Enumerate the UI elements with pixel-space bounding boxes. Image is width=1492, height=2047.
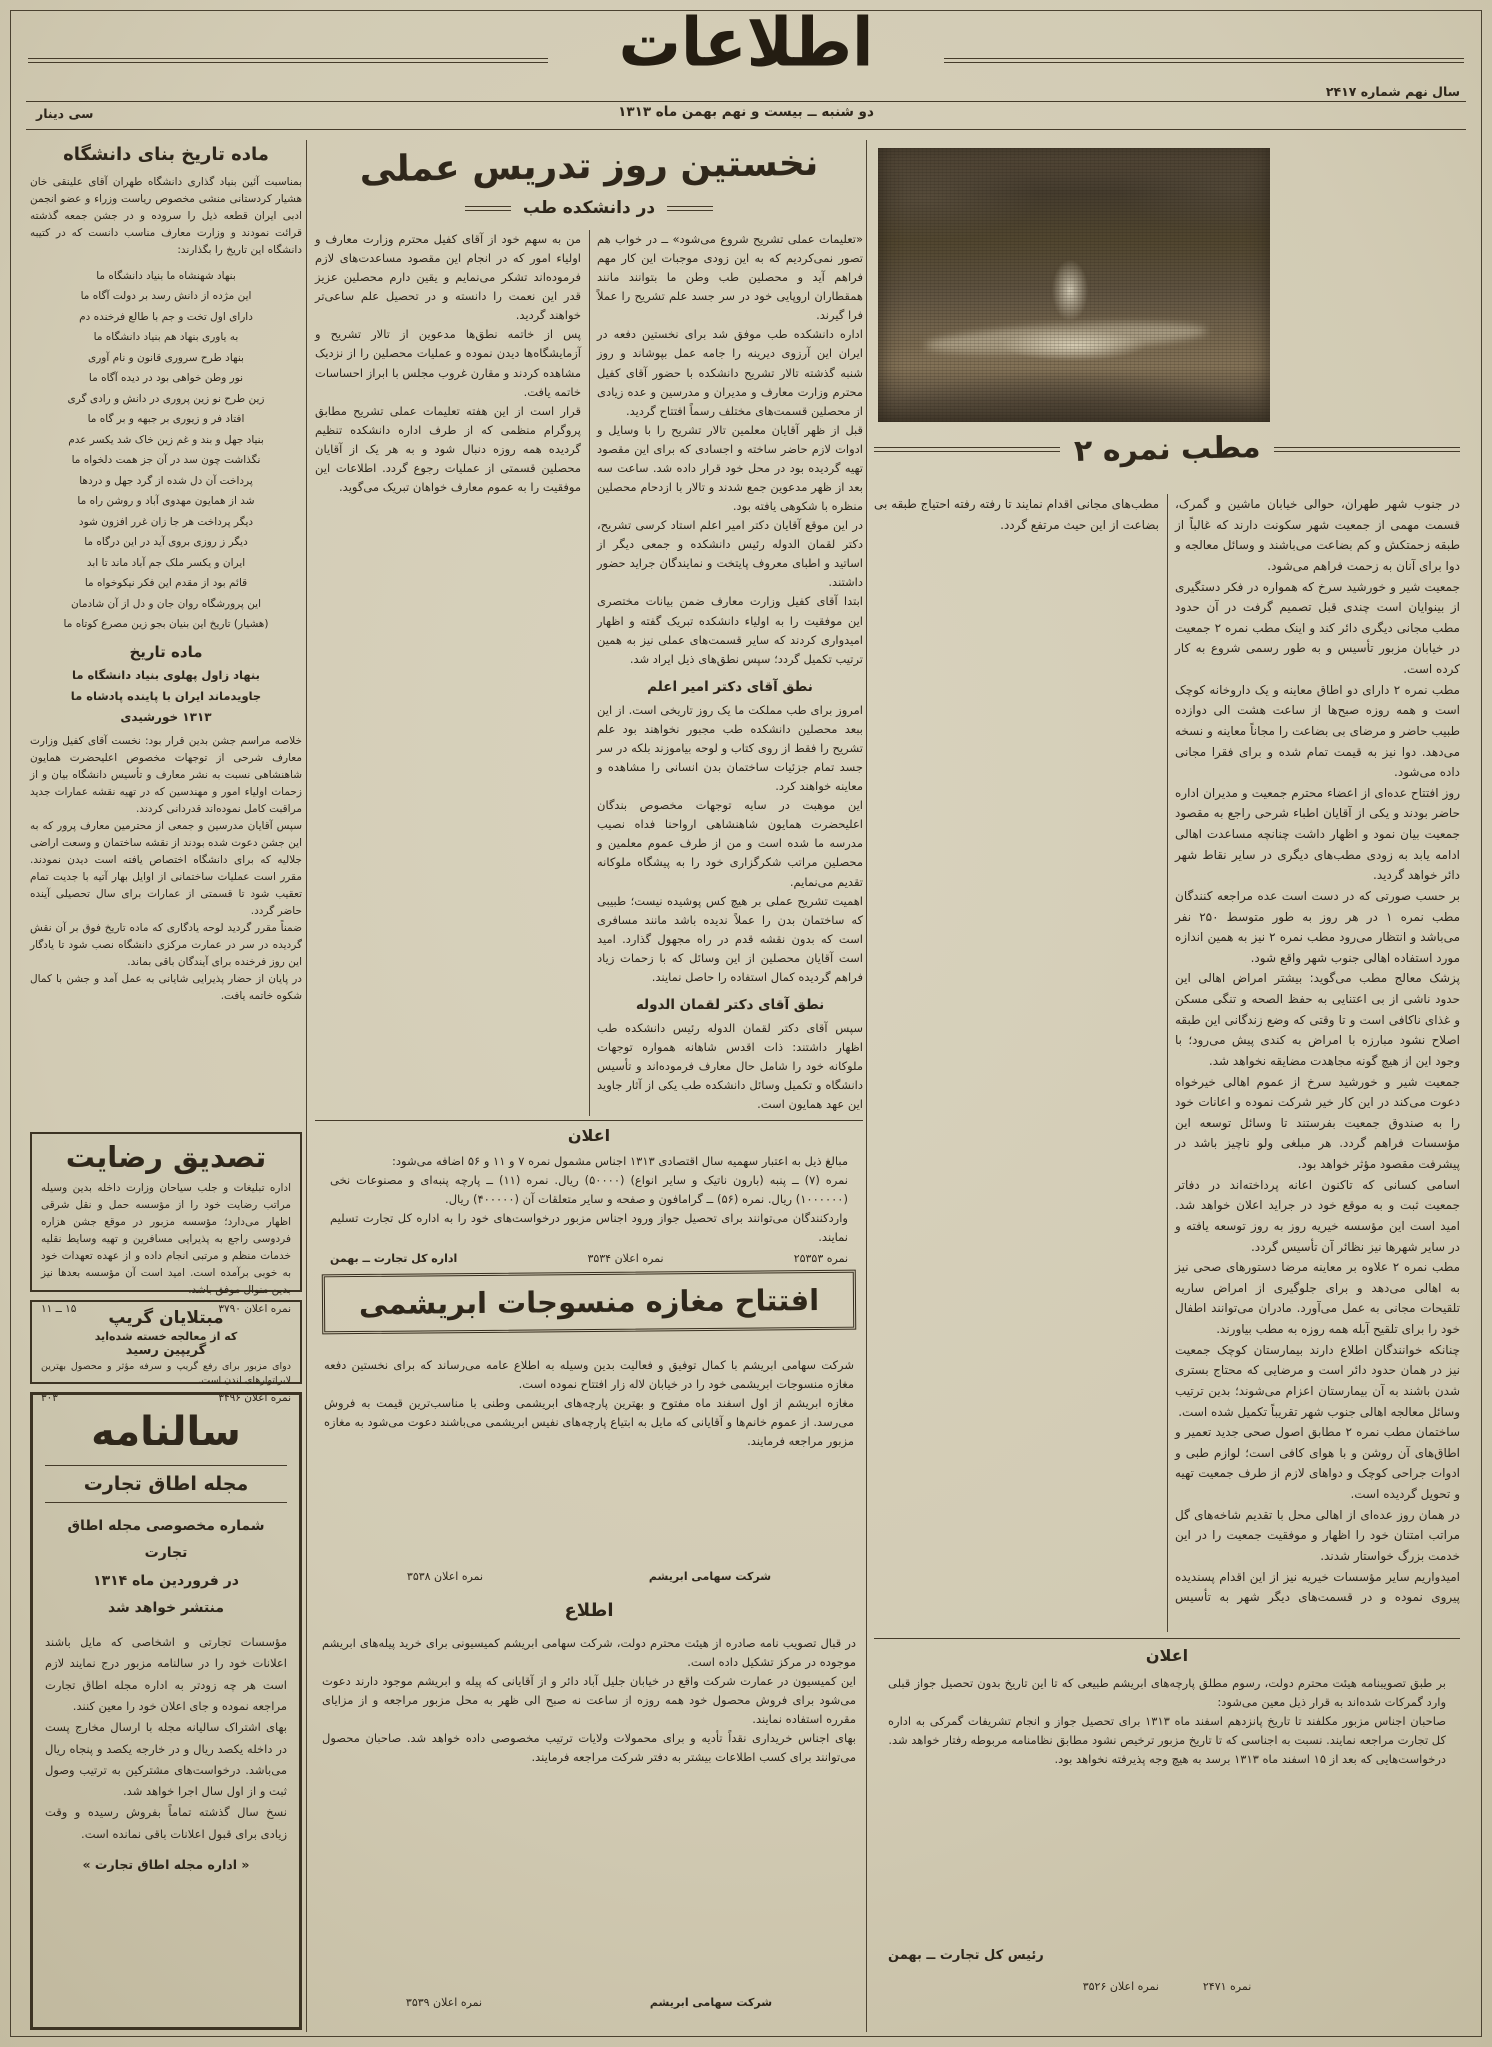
notice-ref-number: نمره ۲۵۳۵۳ (793, 1252, 848, 1265)
trade-notice-title: اعلان (1145, 1646, 1189, 1665)
chronogram-year: ۱۳۱۳ خورشیدی (120, 709, 212, 724)
clinic-article-columns (874, 494, 1460, 1632)
info-ref-row (322, 1996, 856, 2009)
header-divider-top (26, 101, 1466, 102)
trade-notice-ref-number: نمره ۲۴۷۱ (1202, 1980, 1252, 1993)
ad-line: که از معالجه خسته شده‌اید (94, 1330, 238, 1343)
silk-shop-headline: افتتاح مغازه منسوجات ابریشمی (358, 1282, 820, 1322)
trade-notice-ref-row (888, 1980, 1446, 1993)
ad-code: ۳۰۳ (41, 1391, 58, 1404)
notice-signature: اداره کل تجارت ــ بهمن (330, 1252, 458, 1265)
price-label: سی دینار (36, 106, 94, 121)
article-headline: ماده تاریخ بنای دانشگاه (63, 144, 269, 165)
notice-body: مبالغ ذیل به اعتبار سهمیه سال اقتصادی ۱۳۱۳ اجناس مشمول نمره ۷ و ۱۱ و ۵۶ اضافه می‌شود: نمره (۷) ــ پنبه (بارون ناتیک و سایر انواع) (۵۰۰۰۰) ریال. نمره (۱۱) ــ پارچه پنبه‌ای و مصنوعات نخی (۱۰۰۰۰۰۰) ریال. نمره (۵۶) ــ گرامافون و صفحه و سایر متعلقات آن (۴۰۰۰۰۰) ریال. واردکنندگان می‌توانند برای تحصیل جواز ورود اجناس مزبور درخواست‌های خود را به اداره کل تجارت تسلیم نمایند. (330, 1154, 848, 1245)
info-signature: شرکت سهامی ابریشم (649, 1996, 773, 2009)
ad-ref-number: نمره اعلان ۳۴۹۶ (218, 1391, 291, 1404)
ad-yearbook (30, 1392, 302, 2030)
speech-body: امروز برای طب مملکت ما یک روز تاریخی است. از این ببعد محصلین دانشکده طب مجبور نخواهند بود علم تشریح را فقط از روی کتاب و لوحه بیاموزند بلکه در سر جسد تمام جزئیات ساختمان بدن انسانی را مشاهده و معاینه خواهند کرد. این موهبت در سایه توجهات مخصوص بندگان اعلیحضرت همایون شاهنشاهی ارواحنا فداه نصیب مدرسه ما شده است و من از طرف عموم معلمین و محصلین مراتب شکرگزاری خود را به پیشگاه ملوکانه تقدیم می‌نمایم. اهمیت تشریح عملی بر هیچ کس پوشیده نیست؛ طبیبی که ساختمان بدن را عملاً ندیده باشد مانند مسافری است که بدون نقشه قدم در راه مجهول گذارد. امید است آقایان محصلین از این وسائل که با زحمات زیاد فراهم گردیده کمال استفاده را حاصل نمایند. (597, 702, 863, 984)
silk-shop-headline-box (322, 1270, 857, 1335)
trade-notice-signature: رئیس کل تجارت ــ بهمن (888, 1948, 1044, 1963)
ad-satisfaction-certificate (30, 1132, 302, 1315)
decorative-rule (465, 206, 511, 211)
info-title: اطلاع (564, 1600, 614, 1621)
silk-shop-signature: شرکت سهامی ابریشم (648, 1570, 772, 1583)
ad-title: تصدیق رضایت (65, 1140, 267, 1174)
article-lead: «تعلیمات عملی تشریح شروع می‌شود» ــ در خواب هم تصور نمی‌کردیم که به این زودی موجبات این کار مهم فراهم آید و محصلین طب وطن ما بتوانند مانند همقطاران اروپایی خود در سر جسد علم تشریح را عملاً فرا گیرند. اداره دانشکده طب موفق شد برای نخستین دفعه در ایران این آرزوی دیرینه را جامه عمل بپوشاند و روز شنبه گذشته تالار تشریح دانشکده با حضور آقای کفیل محترم وزارت معارف و مدیران و مدرسین و عده زیادی از محصلین قسمت‌های مختلف رسماً افتتاح گردید. قبل از ظهر آقایان معلمین تالار تشریح را با وسایل و ادوات لازم حاضر ساخته و اجسادی که برای این مقصود تهیه گردیده بود در محل خود قرار داده شد. ساعت سه بعد از ظهر مدعوین جمع شدند و تالار با ازدحام محصلین منظره با شکوهی یافته بود. در این موقع آقایان دکتر امیر اعلم استاد کرسی تشریح، دکتر لقمان الدوله رئیس دانشکده و جمعی دیگر از اساتید و اطبای معروف پایتخت و نمایندگان جراید حضور داشتند. ابتدا آقای کفیل وزارت معارف ضمن بیانات مختصری این موفقیت را به اولیاء دانشکده تبریک گفته و اظهار امیدواری کردند که سایر قسمت‌های عملی نیز به همین ترتیب تکمیل گردد؛ سپس نطق‌های ذیل ایراد شد. (597, 232, 863, 666)
speech-body: سپس آقای دکتر لقمان الدوله رئیس دانشکده طب اظهار داشتند: ذات اقدس شاهانه همواره توجهات ملوکانه خود را شامل حال معارف فرموده‌اند و تأسیس دانشگاه و تکمیل وسائل دانشکده طب یکی از آثار جاوید این عهد همایون است. من به سهم خود از آقای کفیل محترم وزارت معارف و اولیاء امور که در انجام این مقصود مساعدت‌های لازم فرموده‌اند تشکر می‌نمایم و یقین دارم محصلین عزیز قدر این نعمت را دانسته و در تحصیل علم ساعی‌تر خواهند گردید. پس از خاتمه نطق‌ها مدعوین از تالار تشریح و آزمایشگاه‌ها دیدن نموده و عملیات محصلین را از نزدیک مشاهده کردند و مقارن غروب مجلس با ابراز احساسات خاتمه یافت. قرار است از این هفته تعلیمات عملی تشریح مطابق پروگرام منظمی که از طرف اداره دانشکده تنظیم گردیده همه روزه دنبال شود و به هر یک از آقایان محصلین قسمتی از عملیات رجوع گردد. اطلاعات این موفقیت را به عموم معارف خواهان تبریک می‌گوید. (315, 232, 863, 1112)
column-divider-left (306, 140, 307, 2032)
ad-body: اداره تبلیغات و جلب سیاحان وزارت داخله بدین وسیله مراتب رضایت خود را از مؤسسه حمل و نقل شرقی اظهار می‌دارد؛ مؤسسه مزبور در موقع جشن هزاره فردوسی راجع به پذیرایی مسافرین و تهیه وسایط نقلیه خدمات منظم و مرتبی انجام داده و از عهده تعهدات خود به خوبی برآمده است. امید است آن مؤسسه بعدها نیز بدین منوال موفق باشد. (41, 1182, 291, 1296)
chronogram-line-1: بنهاد زاول پهلوی بنیاد دانشگاه ما (72, 668, 260, 683)
ad-product-name: گریپین رسید (125, 1343, 207, 1358)
left-column-article (30, 142, 302, 1128)
column-divider-right (866, 140, 867, 2032)
info-body: در قبال تصویب نامه صادره از هیئت محترم دولت، شرکت سهامی ابریشم کمیسیونی برای خرید پیله‌های ابریشم موجوده در مرکز تشکیل داده است. این کمیسیون در عمارت شرکت واقع در خیابان جلیل آباد دائر و از آقایانی که پیله و ابریشم موجود دارند دعوت می‌شود برای فروش محصول خود همه روزه از ساعت نه صبح الی ظهر به محل مزبور مراجعه و از مزایای مقرره استفاده نمایند. بهای اجناس خریداری نقداً تأدیه و برای محمولات ولایات ترتیب مخصوصی داده خواهد شد. صاحبان محصول می‌توانند برای کسب اطلاعات بیشتر به دفتر شرکت مراجعه فرمایند. (322, 1636, 856, 1765)
main-article-columns (315, 230, 863, 1116)
ad-body: دوای مزبور برای رفع گریپ و سرفه مؤثر و محصول بهترین لابراتوارهای لندن است. (41, 1361, 291, 1386)
ad-body: مؤسسات تجارتی و اشخاصی که مایل باشند اعلانات خود را در سالنامه مزبور درج نمایند لازم است هر چه زودتر به اداره مجله اطاق تجارت مراجعه نموده و جای اعلان خود را معین کنند. بهای اشتراک سالیانه مجله با ارسال مخارج پست در داخله یکصد ریال و در خارجه یکصد و پنجاه ریال می‌باشد. درخواست‌های مشترکین به ترتیب وصول ثبت و از اول سال اجرا خواهد شد. نسخ سال گذشته تماماً بفروش رسیده و وقت زیادی برای قبول اعلانات باقی نمانده است. (45, 1635, 287, 1841)
ad-ref-number: نمره اعلان ۳۷۹۰ (218, 1303, 291, 1315)
dateline: دو شنبه ــ بیست و نهم بهمن ماه ۱۳۱۳ (618, 104, 874, 120)
notice-title: اعلان (567, 1126, 611, 1145)
ceremony-halftone-photo (878, 148, 1270, 422)
decorative-rule (667, 206, 713, 211)
ad-subtitle: مجله اطاق تجارت (45, 1465, 287, 1503)
ad-signature: « اداره مجله اطاق تجارت » (82, 1856, 250, 1872)
silk-shop-ref-row (324, 1570, 854, 1583)
issue-number: سال نهم شماره ۲۴۱۷ (1325, 84, 1460, 99)
info-ad-number: نمره اعلان ۳۵۳۹ (405, 1996, 483, 2009)
decorative-rule (1274, 447, 1460, 452)
ad-title: سالنامه (91, 1409, 241, 1455)
ad-grippe-remedy (30, 1300, 302, 1404)
article-body: خلاصه مراسم جشن بدین قرار بود: نخست آقای کفیل وزارت معارف شرحی از توجهات مخصوص اعلیحضرت همایون شاهنشاهی نسبت به نشر معارف و تأسیس دانشگاه بیان و از زحمات اولیاء امور و مهندسین که در تهیه نقشه عمارات جدید مراقبت کامل نموده‌اند قدردانی کردند. سپس آقایان مدرسین و جمعی از محترمین معارف پرور که به این جشن دعوت شده بودند از نقشه ساختمان و وسعت اراضی جلالیه که برای دانشگاه اختصاص یافته است دیدن نمودند. مقرر است عملیات ساختمانی از اوایل بهار آتیه با جدیت تمام تعقیب شود تا قسمتی از عمارات برای سال تحصیلی آینده حاضر گردد. ضمناً مقرر گردید لوحه یادگاری که ماده تاریخ فوق بر آن نقش گردیده در سر در عمارت مرکزی دانشگاه نصب شود تا یادگار این روز فرخنده برای آیندگان باقی بماند. در پایان از حضار پذیرایی شایانی به عمل آمد و جشن با کمال شکوه خاتمه یافت. (30, 734, 302, 1002)
section-divider (874, 1638, 1460, 1639)
trade-notice-body: بر طبق تصویبنامه هیئت محترم دولت، رسوم مطلق پارچه‌های ابریشم طبیعی که تا این تاریخ بدون تحصیل جواز قبلی وارد گمرکات شده‌اند به قرار ذیل معین می‌شود: صاحبان اجناس مزبور مکلفند تا تاریخ پانزدهم اسفند ماه ۱۳۱۳ برای تحصیل جواز و انجام تشریفات گمرکی به اداره کل تجارت مراجعه نمایند. نسبت به اجناسی که تا تاریخ مزبور ترخیص نشود مطابق نظامنامه مربوطه رفتار خواهد شد. درخواست‌هایی که بعد از ۱۵ اسفند ماه ۱۳۱۳ برسد به هیچ وجه پذیرفته نخواهد بود. (888, 1676, 1446, 1767)
speech-title-amir-alam: نطق آقای دکتر امیر اعلم (647, 678, 813, 695)
section-divider (315, 1120, 863, 1121)
chronogram-line-2: جاویدماند ایران با پاینده پادشاه ما (70, 689, 262, 704)
ad-title: مبتلایان گریپ (108, 1308, 224, 1328)
notice-ad-number: نمره اعلان ۳۵۳۴ (587, 1252, 664, 1265)
notice-ref-row (330, 1252, 848, 1265)
silk-shop-body: شرکت سهامی ابریشم با کمال توفیق و فعالیت بدین وسیله به اطلاع عامه می‌رساند که برای نخستین دفعه مغازه منسوجات ابریشمی خود را در خیابان لاله زار افتتاح نموده است. مغازه ابریشم از اول اسفند ماه مفتوح و بهترین پارچه‌های ابریشمی وطنی با مناسب‌ترین قیمت به فروش می‌رسد. از عموم خانم‌ها و آقایانی که مایل به ابتیاع پارچه‌های نفیس ابریشمی می‌باشند دعوت می‌شود به مغازه مزبور مراجعه فرمایند. (324, 1358, 854, 1449)
speech-title-loqman-dowleh: نطق آقای دکتر لقمان الدوله (635, 996, 825, 1013)
trade-notice-ad-number: نمره اعلان ۳۵۲۶ (1082, 1980, 1159, 1993)
header-divider-bottom (26, 129, 1466, 130)
clinic-headline-row (874, 432, 1460, 467)
clinic-article-body: در جنوب شهر طهران، حوالی خیابان ماشین و گمرک، قسمت مهمی از جمعیت شهر سکونت دارند که غالباً از طبقه زحمتکش و کم بضاعت می‌باشند و وسائل معالجه و دوا برای آنان به زحمت فراهم می‌شود. جمعیت شیر و خورشید سرخ که همواره در فکر دستگیری از بینوایان است چندی قبل تصمیم گرفت در آن حدود مطب مجانی دیگری دائر کند و اینک مطب نمره ۲ جمعیت در خیابان مزبور تأسیس و به طور رسمی شروع به کار کرده است. مطب نمره ۲ دارای دو اطاق معاینه و یک داروخانه کوچک است و همه روزه صبح‌ها از ساعت هشت الی دوازده طبیب حاضر و مرضای بی بضاعت را مجاناً معاینه و نسخه می‌دهد. دوا نیز به قیمت تمام شده و برای فقرا مجانی داده می‌شود. روز افتتاح عده‌ای از اعضاء محترم جمعیت و مدیران اداره حاضر بودند و یکی از آقایان اطباء شرحی راجع به مقصود جمعیت بیان نمود و اظهار داشت چنانچه مساعدت اهالی ادامه یابد به زودی مطب‌های دیگری در سایر نقاط شهر دائر خواهد گردید. بر حسب صورتی که در دست است عده مراجعه کنندگان مطب نمره ۱ در هر روز به طور متوسط ۲۵۰ نفر می‌باشد و انتظار می‌رود مطب نمره ۲ نیز به همین اندازه مورد استفاده اهالی جنوب شهر واقع شود. پزشک معالج مطب می‌گوید: بیشتر امراض اهالی این حدود ناشی از بی اعتنایی به حفظ الصحه و تنگی مسکن و غذای ناکافی است و تا وقتی که وضع زندگانی این طبقه اصلاح نشود مبارزه با امراض به کندی پیش می‌رود؛ با وجود این از هیچ گونه مجاهدت مضایقه نخواهد شد. جمعیت شیر و خورشید سرخ از عموم اهالی خیرخواه دعوت می‌کند در این کار خیر شرکت نموده و اعانات خود را به صندوق جمعیت بفرستند تا وسائل توسعه این مؤسسات فراهم گردد. هر مبلغی ولو ناچیز باشد در پیشرفت مقصود مؤثر خواهد بود. اسامی کسانی که تاکنون اعانه پرداخته‌اند در دفاتر جمعیت ثبت و به موقع خود در جراید اعلان خواهد شد. امید است این مؤسسه خیریه روز به روز توسعه یافته و در سایر شهرها نیز نظائر آن تأسیس گردد. مطب نمره ۲ علاوه بر معاینه مرضا دستورهای صحی نیز به اهالی می‌دهد و برای جلوگیری از امراض ساریه تلقیحات مجانی به عمل می‌آورد. مادران می‌توانند اطفال خود را برای تلقیح آبله همه روزه به مطب بیاورند. چنانکه خوانندگان اطلاع دارند بیمارستان کوچک جمعیت نیز در همان حدود دائر است و مرضایی که محتاج بستری شدن باشند به آن بیمارستان اعزام می‌شوند؛ بدین ترتیب وسائل معالجه اهالی جنوب شهر تقریباً تکمیل شده است. ساختمان مطب نمره ۲ مطابق اصول صحی جدید تعمیر و اطاق‌های آن روشن و با هوای کافی است؛ لوازم طبی و ادوات جراحی کوچک و دواهای لازم از طرف جمعیت تهیه و تحویل گردیده است. در همان روز عده‌ای از اهالی محل با تقدیم شاخه‌های گل مراتب امتنان خود را اظهار و موفقیت جمعیت را در این خدمت بزرگ خواستار شدند. امیدواریم سایر مؤسسات خیریه نیز از این اقدام پسندیده پیروی نموده و در قسمت‌های دیگر شهر به تأسیس مطب‌های مجانی اقدام نمایند تا رفته رفته احتیاج طبقه بی بضاعت از این حیث مرتفع گردد. (874, 497, 1461, 1605)
article-intro: بمناسبت آئین بنیاد گذاری دانشگاه طهران آقای علینقی خان هشیار کردستانی منشی مخصوص ریاست وزراء و عضو انجمن ادبی ایران قطعه ذیل را سروده و در جشن جمعه گذشته قرائت نمودند و وزارت معارف مناسب دانست که در کتیبه دانشگاه این تاریخ را بگذارند: (30, 176, 302, 256)
subheadline: ماده تاریخ (129, 643, 203, 662)
ad-code: ۱۵ ــ ۱۱ (41, 1303, 77, 1315)
ad-lead: شماره مخصوصی مجله اطاق تجارت در فروردین ماه ۱۳۱۴ منتشر خواهد شد (67, 1518, 265, 1616)
masthead-title: اطلاعات (618, 3, 874, 82)
silk-shop-ad-number: نمره اعلان ۳۵۳۸ (406, 1570, 484, 1583)
main-subheadline: در دانشکده طب (522, 198, 656, 218)
main-subheadline-row (316, 198, 862, 218)
clinic-headline: مطب نمره ۲ (1073, 430, 1261, 469)
decorative-rule (874, 447, 1060, 452)
poem-verses: بنهاد شهنشاه ما بنیاد دانشگاه ما این مژده از دانش رسد بر دولت آگاه ما دارای اول تخت و جم با طالع فرخنده دم به یاوری بنهاد هم بنیاد دانشگاه ما بنهاد طرح سروری قانون و نام آوری نور وطن خواهی بود در دیده آگاه ما زین طرح نو زین پروری در دانش و رادی گری افتاد فر و زیوری بر جبهه و بر گاه ما بنیاد جهل و بند و غم زین خاک شد یکسر عدم نگذاشت چون سد در آن جز همت دلخواه ما پرداخت آن دل شده از گرد جهل و دردها شد از همایون مهدوی آباد و روشن راه ما دیگر پرداخت هر جا زان غرر افزون شود دیگر ز روزی بروی آید در این درگاه ما ایران و یکسر ملک جم آباد ماند تا ابد قائم بود از مقدم این فکر نیکوخواه ما این پرورشگاه روان جان و دل از آن شادمان (هشیار) تاریخ این بنیان بجو زین مصرع کوتاه ما (63, 270, 269, 630)
main-headline: نخستین روز تدریس عملی (359, 142, 819, 191)
